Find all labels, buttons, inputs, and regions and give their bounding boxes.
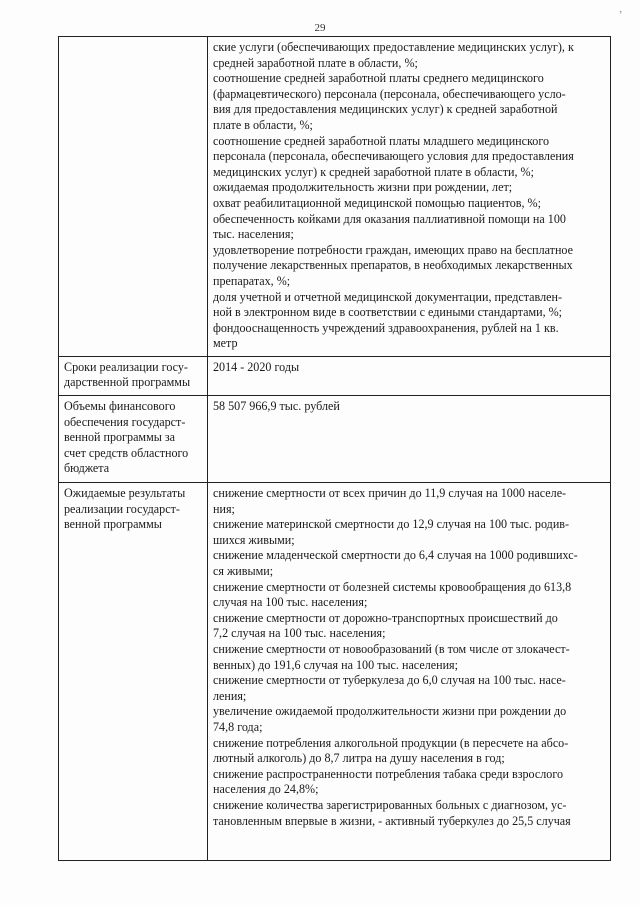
text-line: снижение распространенности потребления табака среди взрослого: [213, 766, 564, 781]
text-line: средней заработной плате в области, %;: [213, 55, 418, 70]
text-line: снижение смертности от дорожно-транспортных происшествий до: [213, 610, 558, 625]
text-line: соотношение средней заработной платы среднего медицинского: [213, 71, 544, 86]
table-row-terms: [59, 356, 611, 395]
text-line: снижение материнской смертности до 12,9 случая на 100 тыс. родив-: [213, 517, 570, 532]
text-line: населения до 24,8%;: [213, 782, 319, 797]
row-label-cell: [59, 396, 208, 483]
row-content-cell: [208, 37, 611, 357]
text-line: вия для предоставления медицинских услуг) к средней заработной: [213, 102, 558, 117]
text-line: реализации государст-: [64, 501, 180, 516]
corner-mark: ,: [619, 4, 622, 15]
text-line: венной программы: [64, 517, 162, 532]
text-line: обеспеченность койками для оказания паллиативной помощи на 100: [213, 211, 566, 226]
text-line: обеспечения государст-: [64, 414, 186, 429]
table-row-indicators: [59, 37, 611, 357]
text-line: венной программы за: [64, 430, 176, 445]
text-line: ной в электронном виде в соответствии с едиными стандартами, %;: [213, 305, 563, 320]
text-line: 2014 - 2020 годы: [213, 359, 300, 374]
text-line: Ожидаемые результаты: [64, 486, 186, 501]
text-line: венных) до 191,6 случая на 100 тыс. населения;: [213, 657, 458, 672]
text-line: Объемы финансового: [64, 399, 176, 414]
text-line: бюджета: [64, 461, 110, 476]
text-line: препаратах, %;: [213, 273, 291, 288]
text-line: персонала (персонала, обеспечивающего условия для предоставления: [213, 149, 574, 164]
text-line: (фармацевтического) персонала (персонала, обеспечивающего усло-: [213, 86, 566, 101]
table-row-expected-results: [59, 483, 611, 861]
text-line: плате в области, %;: [213, 117, 313, 132]
text-line: метр: [213, 336, 238, 351]
row-label-cell: [59, 37, 208, 357]
text-line: фондооснащенность учреждений здравоохранения, рублей на 1 кв.: [213, 320, 559, 335]
page-number: 29: [314, 22, 326, 34]
text-line: охват реабилитационной медицинской помощью пациентов, %;: [213, 195, 541, 210]
text-line: тановленным впервые в жизни, - активный туберкулез до 25,5 случая: [213, 813, 571, 828]
text-line: снижение смертности от новообразований (в том числе от злокачест-: [213, 642, 570, 656]
text-line: соотношение средней заработной платы младшего медицинского: [213, 133, 550, 148]
text-line: удовлетворение потребности граждан, имеющих право на бесплатное: [213, 242, 573, 257]
row-label-cell: [59, 356, 208, 395]
text-line: доля учетной и отчетной медицинской документации, представлен-: [213, 289, 562, 304]
text-line: ления;: [213, 688, 247, 703]
text-line: 74,8 года;: [213, 719, 263, 734]
text-line: счет средств областного: [64, 445, 189, 460]
row-label-cell: [59, 483, 208, 861]
text-line: увеличение ожидаемой продолжительности жизни при рождении до: [213, 704, 567, 719]
text-line: ские услуги (обеспечивающих предоставление медицинских услуг), к: [213, 40, 574, 54]
text-line: снижение смертности от туберкулеза до 6,0 случая на 100 тыс. насе-: [213, 673, 566, 688]
table-row-financing: [59, 396, 611, 483]
text-line: тыс. населения;: [213, 227, 294, 242]
row-content-cell: [208, 356, 611, 395]
text-line: дарственной программы: [64, 375, 191, 390]
program-passport-table: [58, 36, 611, 861]
row-content-cell: [208, 396, 611, 483]
text-line: случая на 100 тыс. населения;: [213, 595, 368, 610]
text-line: лютный алкоголь) до 8,7 литра на душу населения в год;: [213, 751, 505, 766]
text-line: снижение смертности от болезней системы кровообращения до 613,8: [213, 579, 572, 594]
text-line: снижение количества зарегистрированных больных с диагнозом, ус-: [213, 797, 567, 812]
text-line: ожидаемая продолжительность жизни при рождении, лет;: [213, 180, 513, 195]
row-content-cell: [208, 483, 611, 861]
text-line: снижение потребления алкогольной продукции (в пересчете на абсо-: [213, 735, 569, 750]
text-line: Сроки реализации госу-: [64, 359, 188, 374]
text-line: ния;: [213, 501, 235, 516]
text-line: снижение смертности от всех причин до 11,9 случая на 1000 населе-: [213, 486, 567, 501]
text-line: ся живыми;: [213, 564, 274, 579]
text-line: 7,2 случая на 100 тыс. населения;: [213, 626, 386, 641]
text-line: шихся живыми;: [213, 532, 295, 547]
text-line: 58 507 966,9 тыс. рублей: [213, 399, 340, 414]
text-line: медицинских услуг) к средней заработной плате в области, %;: [213, 164, 534, 179]
text-line: снижение младенческой смертности до 6,4 случая на 1000 родившихс-: [213, 548, 578, 563]
text-line: получение лекарственных препаратов, в необходимых лекарственных: [213, 258, 573, 273]
